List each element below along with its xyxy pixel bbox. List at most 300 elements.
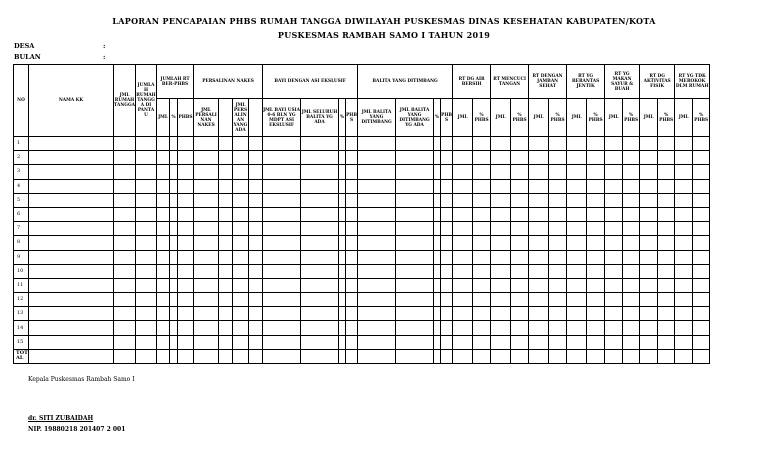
table-cell	[567, 307, 587, 321]
table-cell	[29, 193, 114, 207]
table-cell	[473, 222, 491, 236]
table-cell	[511, 250, 529, 264]
table-cell	[358, 349, 396, 363]
table-cell	[549, 236, 567, 250]
table-cell	[396, 236, 434, 250]
table-cell	[114, 236, 136, 250]
table-cell	[178, 264, 194, 278]
table-cell	[441, 321, 453, 335]
table-cell	[605, 193, 623, 207]
table-cell	[567, 293, 587, 307]
table-body	[14, 137, 710, 364]
signatory-name: dr. SITI ZUBAIDAH	[28, 415, 94, 422]
table-cell	[29, 293, 114, 307]
table-cell	[233, 335, 249, 349]
header-air-bersih: RT DG AIR BERSIH	[453, 65, 491, 99]
table-cell	[29, 250, 114, 264]
table-cell	[567, 151, 587, 165]
sub-bayi-asi: JML BAYI USIA 0-6 BLN YG MDPT ASI EKSLUSIF	[263, 99, 301, 137]
table-cell	[263, 236, 301, 250]
row-number: 5	[14, 193, 29, 207]
table-cell	[658, 207, 675, 221]
table-cell	[453, 335, 473, 349]
table-cell	[194, 349, 219, 363]
table-cell	[114, 264, 136, 278]
table-cell	[640, 137, 658, 151]
table-cell	[473, 349, 491, 363]
table-cell	[396, 307, 434, 321]
table-cell	[301, 207, 339, 221]
table-cell	[434, 349, 441, 363]
table-cell	[441, 179, 453, 193]
table-cell	[263, 335, 301, 349]
table-cell	[136, 349, 157, 363]
table-cell	[233, 151, 249, 165]
table-cell	[219, 335, 233, 349]
table-cell	[136, 250, 157, 264]
table-cell	[567, 264, 587, 278]
table-cell	[453, 207, 473, 221]
table-cell	[605, 207, 623, 221]
header-balita-ditimbang: BALITA YANG DITIMBANG	[358, 65, 453, 99]
table-row	[14, 137, 710, 151]
table-cell	[233, 165, 249, 179]
table-cell	[249, 165, 263, 179]
table-cell	[194, 222, 219, 236]
table-cell	[511, 151, 529, 165]
table-cell	[441, 349, 453, 363]
table-cell	[339, 250, 346, 264]
table-cell	[675, 264, 693, 278]
table-cell	[587, 222, 605, 236]
table-cell	[587, 207, 605, 221]
table-cell	[675, 335, 693, 349]
table-cell	[233, 307, 249, 321]
table-cell	[529, 165, 549, 179]
header-berantas-jentik: RT YG BERANTAS JENTIK	[567, 65, 605, 99]
row-number: 11	[14, 278, 29, 292]
sub-pct-phbs: % PHBS	[473, 99, 491, 137]
sub-pct: %	[170, 99, 178, 137]
table-cell	[623, 349, 640, 363]
table-cell	[511, 222, 529, 236]
table-cell	[623, 151, 640, 165]
signature-title: Kepala Puskesmas Rambah Samo I	[28, 376, 135, 383]
table-cell	[219, 264, 233, 278]
table-cell	[587, 179, 605, 193]
table-cell	[114, 165, 136, 179]
table-cell	[157, 293, 170, 307]
table-row	[14, 179, 710, 193]
table-cell	[263, 179, 301, 193]
table-cell	[157, 250, 170, 264]
table-cell	[658, 179, 675, 193]
table-cell	[453, 250, 473, 264]
table-cell	[549, 278, 567, 292]
table-cell	[219, 165, 233, 179]
table-cell	[358, 236, 396, 250]
table-cell	[249, 179, 263, 193]
table-cell	[136, 278, 157, 292]
table-cell	[358, 264, 396, 278]
table-cell	[346, 137, 358, 151]
table-cell	[219, 278, 233, 292]
table-cell	[233, 293, 249, 307]
table-cell	[529, 321, 549, 335]
header-jml-rumah-tangga: JML RUMAH TANGGA	[114, 65, 136, 137]
table-cell	[658, 165, 675, 179]
table-cell	[301, 250, 339, 264]
sub-phbs: PHBS	[346, 99, 358, 137]
table-cell	[549, 321, 567, 335]
table-cell	[605, 222, 623, 236]
table-cell	[658, 293, 675, 307]
table-cell	[157, 165, 170, 179]
table-cell	[567, 236, 587, 250]
table-cell	[549, 151, 567, 165]
table-cell	[301, 307, 339, 321]
table-cell	[194, 250, 219, 264]
table-cell	[233, 137, 249, 151]
table-cell	[453, 137, 473, 151]
table-cell	[549, 335, 567, 349]
table-cell	[567, 165, 587, 179]
table-cell	[358, 151, 396, 165]
table-cell	[587, 151, 605, 165]
table-cell	[473, 293, 491, 307]
table-cell	[339, 321, 346, 335]
table-cell	[473, 179, 491, 193]
table-cell	[605, 179, 623, 193]
table-cell	[346, 335, 358, 349]
table-cell	[136, 293, 157, 307]
sub-pct-phbs: % PHBS	[693, 99, 710, 137]
table-cell	[693, 137, 710, 151]
table-cell	[623, 264, 640, 278]
table-cell	[339, 293, 346, 307]
table-cell	[396, 137, 434, 151]
table-cell	[114, 335, 136, 349]
table-cell	[29, 236, 114, 250]
table-cell	[194, 151, 219, 165]
table-cell	[263, 137, 301, 151]
table-cell	[263, 278, 301, 292]
table-cell	[640, 222, 658, 236]
table-cell	[358, 335, 396, 349]
table-cell	[114, 278, 136, 292]
table-cell	[178, 165, 194, 179]
table-cell	[157, 207, 170, 221]
table-cell	[358, 207, 396, 221]
table-cell	[249, 151, 263, 165]
table-cell	[396, 278, 434, 292]
table-cell	[263, 193, 301, 207]
table-cell	[29, 278, 114, 292]
table-cell	[453, 349, 473, 363]
table-cell	[136, 151, 157, 165]
table-cell	[136, 165, 157, 179]
table-cell	[549, 222, 567, 236]
sub-phbs: PHBS	[441, 99, 453, 137]
table-cell	[194, 278, 219, 292]
table-cell	[346, 236, 358, 250]
row-number: 13	[14, 307, 29, 321]
table-cell	[453, 236, 473, 250]
table-row	[14, 165, 710, 179]
table-cell	[170, 321, 178, 335]
table-cell	[178, 307, 194, 321]
table-cell	[233, 236, 249, 250]
table-cell	[623, 307, 640, 321]
table-cell	[658, 264, 675, 278]
table-cell	[301, 278, 339, 292]
table-cell	[178, 250, 194, 264]
table-cell	[358, 137, 396, 151]
table-cell	[178, 137, 194, 151]
table-cell	[453, 264, 473, 278]
table-cell	[178, 278, 194, 292]
table-cell	[219, 207, 233, 221]
table-cell	[567, 179, 587, 193]
table-row	[14, 278, 710, 292]
table-cell	[453, 193, 473, 207]
table-cell	[157, 307, 170, 321]
table-cell	[491, 264, 511, 278]
table-cell	[549, 307, 567, 321]
table-cell	[170, 137, 178, 151]
table-cell	[640, 207, 658, 221]
table-cell	[441, 278, 453, 292]
table-cell	[693, 207, 710, 221]
row-number: 4	[14, 179, 29, 193]
table-cell	[640, 193, 658, 207]
table-cell	[396, 335, 434, 349]
table-cell	[623, 278, 640, 292]
table-cell	[136, 179, 157, 193]
table-cell	[658, 250, 675, 264]
table-row	[14, 250, 710, 264]
table-cell	[178, 222, 194, 236]
table-cell	[263, 222, 301, 236]
table-cell	[29, 335, 114, 349]
table-cell	[301, 293, 339, 307]
table-cell	[587, 165, 605, 179]
table-cell	[640, 278, 658, 292]
table-cell	[434, 293, 441, 307]
table-cell	[194, 193, 219, 207]
table-cell	[434, 278, 441, 292]
sub-jml: JML	[567, 99, 587, 137]
sub-phbs: PHBS	[178, 99, 194, 137]
table-cell	[473, 151, 491, 165]
table-cell	[157, 193, 170, 207]
table-cell	[549, 179, 567, 193]
table-cell	[675, 321, 693, 335]
table-cell	[549, 349, 567, 363]
table-cell	[346, 193, 358, 207]
table-cell	[640, 236, 658, 250]
table-row	[14, 307, 710, 321]
table-cell	[233, 264, 249, 278]
table-cell	[339, 278, 346, 292]
table-cell	[233, 321, 249, 335]
table-cell	[473, 307, 491, 321]
signatory-nip: NIP. 19880218 201407 2 001	[28, 426, 126, 433]
table-cell	[623, 207, 640, 221]
desa-label: DESA	[14, 42, 35, 50]
table-cell	[396, 193, 434, 207]
table-cell	[658, 349, 675, 363]
table-cell	[675, 151, 693, 165]
table-cell	[346, 179, 358, 193]
table-cell	[178, 179, 194, 193]
table-cell	[693, 165, 710, 179]
table-cell	[249, 264, 263, 278]
table-row	[14, 321, 710, 335]
table-cell	[170, 193, 178, 207]
table-cell	[567, 335, 587, 349]
table-cell	[441, 193, 453, 207]
row-number: 8	[14, 236, 29, 250]
table-cell	[623, 179, 640, 193]
table-cell	[658, 307, 675, 321]
table-cell	[605, 137, 623, 151]
sub-persalinan-ada: JML PERSALINAN YANG ADA	[233, 99, 249, 137]
table-cell	[194, 165, 219, 179]
table-cell	[529, 307, 549, 321]
table-cell	[339, 165, 346, 179]
table-cell	[441, 207, 453, 221]
table-cell	[29, 264, 114, 278]
table-cell	[529, 293, 549, 307]
table-cell	[567, 278, 587, 292]
table-cell	[491, 335, 511, 349]
table-cell	[675, 137, 693, 151]
sub-jml: JML	[640, 99, 658, 137]
table-row	[14, 151, 710, 165]
table-cell	[301, 165, 339, 179]
table-cell	[567, 250, 587, 264]
table-cell	[434, 222, 441, 236]
table-cell	[170, 165, 178, 179]
table-cell	[473, 165, 491, 179]
table-cell	[114, 349, 136, 363]
table-cell	[346, 293, 358, 307]
table-cell	[29, 179, 114, 193]
table-cell	[529, 222, 549, 236]
table-cell	[136, 193, 157, 207]
table-cell	[263, 293, 301, 307]
table-cell	[623, 293, 640, 307]
table-row	[14, 293, 710, 307]
table-cell	[605, 165, 623, 179]
sub-blank	[219, 99, 233, 137]
sub-jml: JML	[491, 99, 511, 137]
table-cell	[567, 222, 587, 236]
table-cell	[170, 335, 178, 349]
table-cell	[157, 137, 170, 151]
table-cell	[396, 151, 434, 165]
table-cell	[491, 137, 511, 151]
table-cell	[358, 307, 396, 321]
table-cell	[529, 151, 549, 165]
table-cell	[194, 293, 219, 307]
table-cell	[567, 207, 587, 221]
table-row	[14, 236, 710, 250]
table-cell	[219, 151, 233, 165]
table-cell	[233, 193, 249, 207]
table-cell	[136, 207, 157, 221]
table-cell	[358, 321, 396, 335]
table-cell	[693, 321, 710, 335]
table-cell	[358, 222, 396, 236]
table-cell	[511, 264, 529, 278]
table-cell	[640, 307, 658, 321]
table-cell	[511, 335, 529, 349]
table-cell	[346, 349, 358, 363]
table-cell	[441, 165, 453, 179]
table-cell	[114, 207, 136, 221]
header-no: NO	[14, 65, 29, 137]
table-cell	[114, 307, 136, 321]
table-cell	[219, 321, 233, 335]
table-cell	[249, 278, 263, 292]
table-cell	[605, 321, 623, 335]
table-cell	[346, 151, 358, 165]
row-number: 1	[14, 137, 29, 151]
table-cell	[358, 179, 396, 193]
table-cell	[587, 236, 605, 250]
table-cell	[491, 207, 511, 221]
table-cell	[511, 349, 529, 363]
table-cell	[157, 236, 170, 250]
table-cell	[693, 293, 710, 307]
table-cell	[249, 349, 263, 363]
bulan-colon: :	[103, 53, 106, 61]
table-cell	[157, 264, 170, 278]
table-cell	[549, 193, 567, 207]
table-cell	[178, 236, 194, 250]
table-cell	[605, 349, 623, 363]
header-nama-kk: NAMA KK	[29, 65, 114, 137]
table-cell	[434, 335, 441, 349]
table-cell	[473, 250, 491, 264]
table-cell	[640, 293, 658, 307]
table-cell	[219, 236, 233, 250]
table-cell	[511, 193, 529, 207]
table-cell	[587, 137, 605, 151]
table-cell	[170, 179, 178, 193]
table-cell	[346, 222, 358, 236]
table-cell	[339, 222, 346, 236]
table-cell	[249, 207, 263, 221]
table-cell	[233, 250, 249, 264]
table-cell	[693, 349, 710, 363]
sub-persalinan-nakes: JML PERSALINAN NAKES	[194, 99, 219, 137]
table-cell	[549, 264, 567, 278]
table-cell	[658, 321, 675, 335]
row-number: 6	[14, 207, 29, 221]
table-cell	[263, 250, 301, 264]
table-cell	[453, 293, 473, 307]
total-label: TOTAL	[14, 349, 29, 363]
table-cell	[658, 335, 675, 349]
table-cell	[219, 222, 233, 236]
table-cell	[693, 264, 710, 278]
table-cell	[511, 307, 529, 321]
table-cell	[29, 321, 114, 335]
table-cell	[263, 207, 301, 221]
